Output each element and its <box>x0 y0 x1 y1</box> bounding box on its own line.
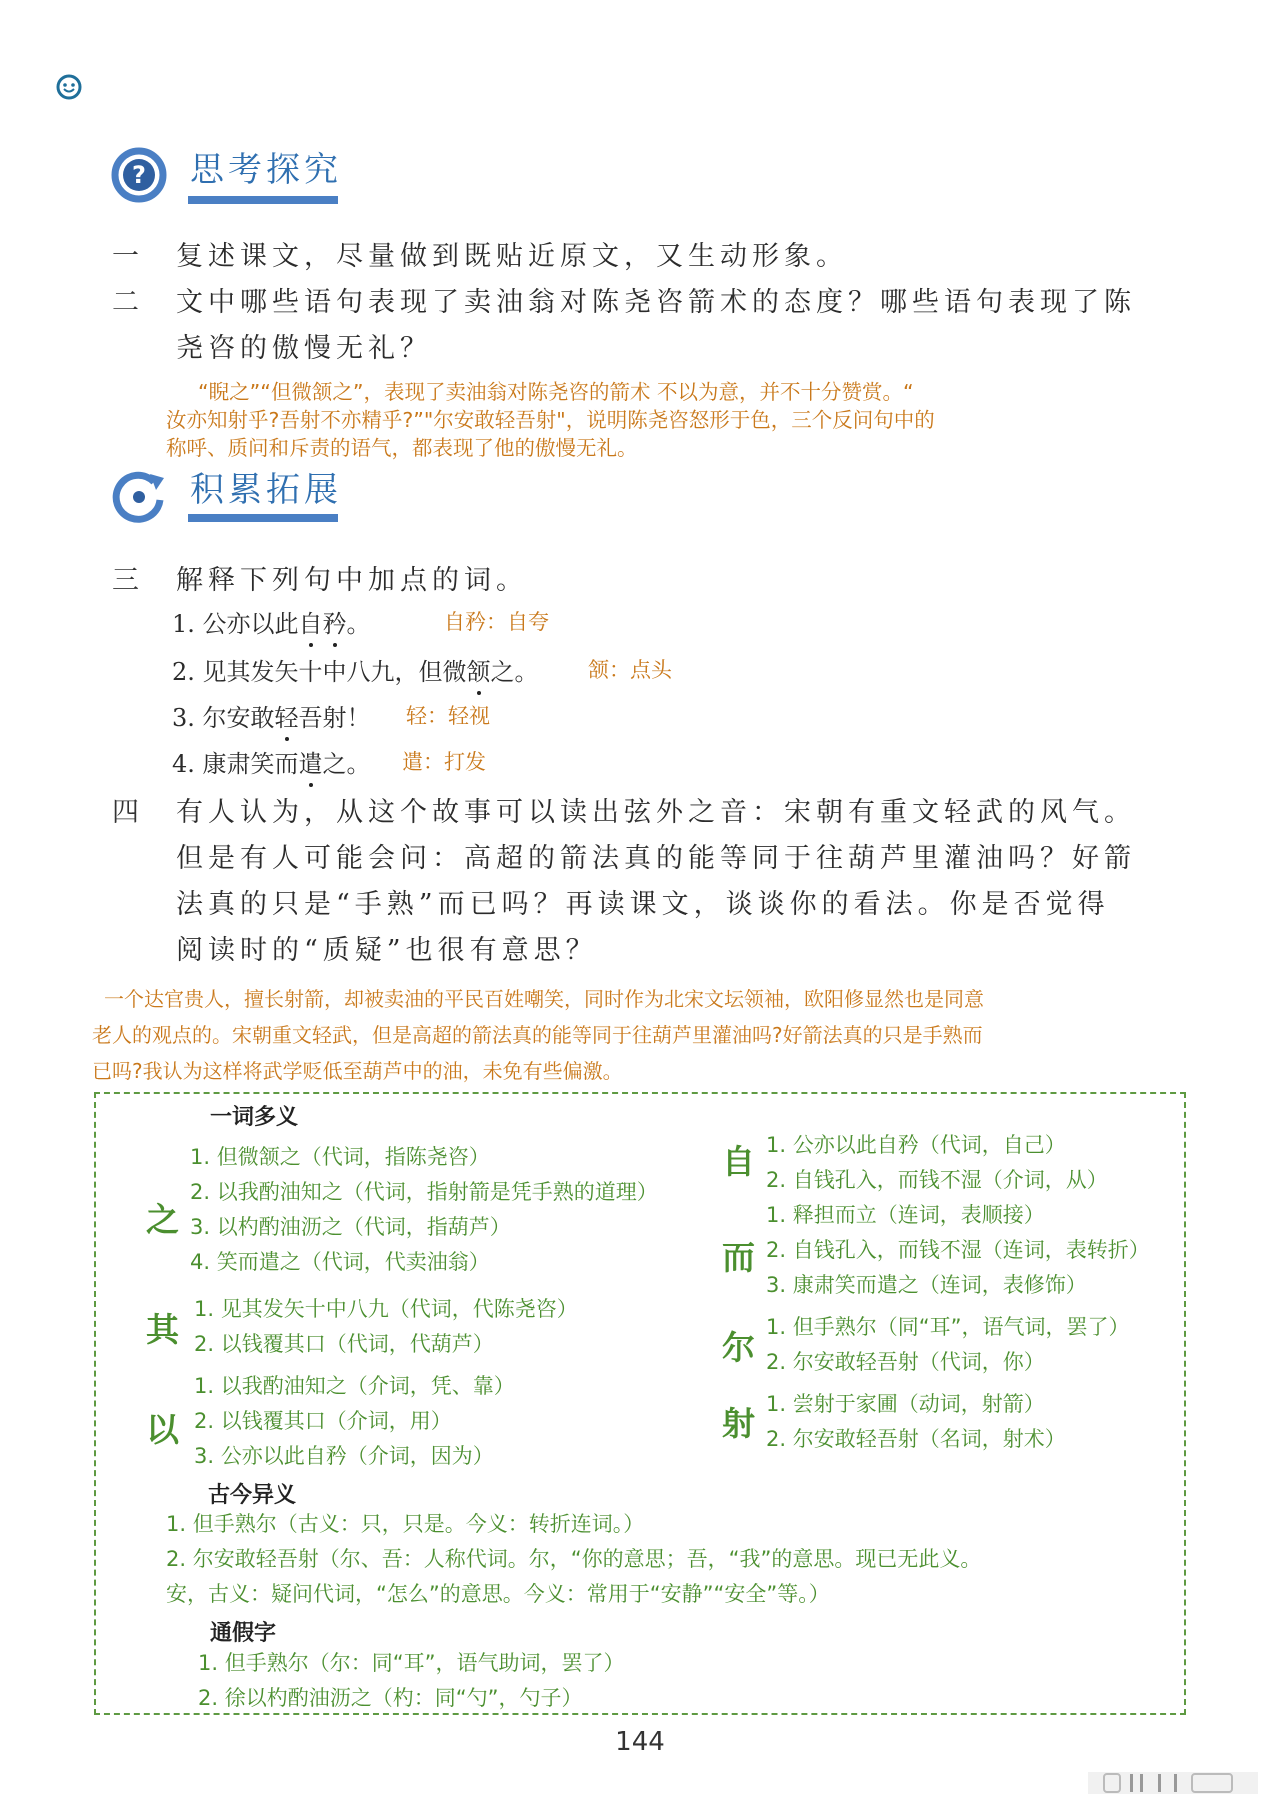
section-underline <box>188 514 338 522</box>
question-text: 阅读时的“质疑”也很有意思？ <box>176 935 598 966</box>
note-item: 2. 以钱覆其口（代词，代葫芦） <box>194 1332 494 1356</box>
barcode-icon <box>1088 1768 1258 1796</box>
note-item: 1. 释担而立（连词，表顺接） <box>766 1203 1045 1227</box>
question-text: 有人认为，从这个故事可以读出弦外之音：宋朝有重文轻武的风气。 <box>176 797 1136 828</box>
question-text: 复述课文，尽量做到既贴近原文，又生动形象。 <box>176 241 848 272</box>
question-text: 但是有人可能会问：高超的箭法真的能等同于往葫芦里灌油吗？好箭 <box>176 843 1136 874</box>
question-text: 解释下列句中加点的词。 <box>176 565 528 596</box>
item-answer: 自矜：自夸 <box>444 610 549 634</box>
list-item: 3. 尔安敢轻吾射！ <box>172 704 371 732</box>
key-char: 其 <box>146 1310 179 1349</box>
note-item: 2. 尔安敢轻吾射（代词，你） <box>766 1350 1045 1374</box>
note-item: 2. 尔安敢轻吾射（名词，射术） <box>766 1427 1066 1451</box>
svg-text:?: ? <box>132 161 146 189</box>
smiley-icon <box>56 74 82 100</box>
section-title-accumulate: 积累拓展 <box>190 470 342 510</box>
section-title-think: 思考探究 <box>190 150 342 190</box>
note-item: 1. 但微颔之（代词，指陈尧咨） <box>190 1145 490 1169</box>
item-answer: 遣：打发 <box>402 750 486 774</box>
section-underline <box>188 196 338 204</box>
question-number: 二 <box>112 287 139 318</box>
note-item: 2. 尔安敢轻吾射（尔、吾：人称代词。尔，“你的意思；吾，“我”的意思。现已无此义。 <box>166 1547 982 1571</box>
key-char: 射 <box>722 1404 755 1443</box>
note-item: 1. 但手熟尔（同“耳”，语气词，罢了） <box>766 1315 1130 1339</box>
key-char: 以 <box>146 1410 179 1449</box>
note-item: 1. 见其发矢十中八九（代词，代陈尧咨） <box>194 1297 578 1321</box>
question-text: 文中哪些语句表现了卖油翁对陈尧咨箭术的态度？哪些语句表现了陈 <box>176 287 1136 318</box>
question-number: 四 <box>112 797 139 828</box>
question-text: 尧咨的傲慢无礼？ <box>176 333 432 364</box>
note-item: 安，古义：疑问代词，“怎么”的意思。今义：常用于“安静”“安全”等。） <box>166 1582 830 1606</box>
note-item: 4. 笑而遣之（代词，代卖油翁） <box>190 1250 490 1274</box>
note-item: 1. 但手熟尔（尔：同“耳”，语气助词，罢了） <box>198 1651 625 1675</box>
answer-line: 老人的观点的。宋朝重文轻武，但是高超的箭法真的能等同于往葫芦里灌油吗?好箭法真的只是手熟而 <box>92 1023 983 1047</box>
item-answer: 颔：点头 <box>588 658 672 682</box>
question-number: 三 <box>112 565 139 596</box>
note-item: 1. 以我酌油知之（介词，凭、靠） <box>194 1374 515 1398</box>
list-item: 1. 公亦以此自矜。 <box>172 610 371 638</box>
note-item: 3. 公亦以此自矜（介词，因为） <box>194 1444 494 1468</box>
refresh-arrow-icon <box>110 466 168 524</box>
key-char: 之 <box>146 1200 179 1239</box>
answer-line: 一个达官贵人，擅长射箭，却被卖油的平民百姓嘲笑，同时作为北宋文坛领袖，欧阳修显然也是同意 <box>104 987 984 1011</box>
note-item: 2. 徐以杓酌油沥之（杓：同“勺”，勺子） <box>198 1686 583 1710</box>
note-item: 2. 自钱孔入，而钱不湿（介词，从） <box>766 1168 1108 1192</box>
note-item: 2. 自钱孔入，而钱不湿（连词，表转折） <box>766 1238 1150 1262</box>
list-item: 2. 见其发矢十中八九，但微颔之。 <box>172 658 539 686</box>
key-char: 而 <box>722 1238 755 1277</box>
question-number: 一 <box>112 241 139 272</box>
answer-line: 称呼、质问和斥责的语气，都表现了他的傲慢无礼。 <box>166 436 638 460</box>
note-item: 1. 尝射于家圃（动词，射箭） <box>766 1392 1045 1416</box>
page-number: 144 <box>615 1727 665 1757</box>
key-char: 尔 <box>722 1328 755 1367</box>
answer-line: 已吗?我认为这样将武学贬低至葫芦中的油，未免有些偏激。 <box>92 1059 623 1083</box>
answer-line: 汝亦知射乎?吾射不亦精乎?”"尔安敢轻吾射"，说明陈尧咨怒形于色，三个反问句中的 <box>166 408 935 432</box>
question-text: 法真的只是“手熟”而已吗？再读课文，谈谈你的看法。你是否觉得 <box>176 889 1110 920</box>
note-item: 3. 康肃笑而遣之（连词，表修饰） <box>766 1273 1087 1297</box>
list-item: 4. 康肃笑而遣之。 <box>172 750 371 778</box>
note-item: 1. 但手熟尔（古义：只，只是。今义：转折连词。） <box>166 1512 645 1536</box>
note-item: 2. 以我酌油知之（代词，指射箭是凭手熟的道理） <box>190 1180 658 1204</box>
notes-heading: 一词多义 <box>210 1105 299 1130</box>
note-item: 3. 以杓酌油沥之（代词，指葫芦） <box>190 1215 511 1239</box>
key-char: 自 <box>722 1142 755 1181</box>
notes-heading: 通假字 <box>210 1621 277 1646</box>
item-answer: 轻：轻视 <box>406 704 490 728</box>
answer-line: “睨之”“但微颔之”，表现了卖油翁对陈尧咨的箭术 不以为意，并不十分赞赏。“ <box>198 380 914 404</box>
notes-heading: 古今异义 <box>208 1483 297 1508</box>
note-item: 1. 公亦以此自矜（代词，自己） <box>766 1133 1066 1157</box>
note-item: 2. 以钱覆其口（介词，用） <box>194 1409 452 1433</box>
question-circle-icon <box>110 146 168 204</box>
